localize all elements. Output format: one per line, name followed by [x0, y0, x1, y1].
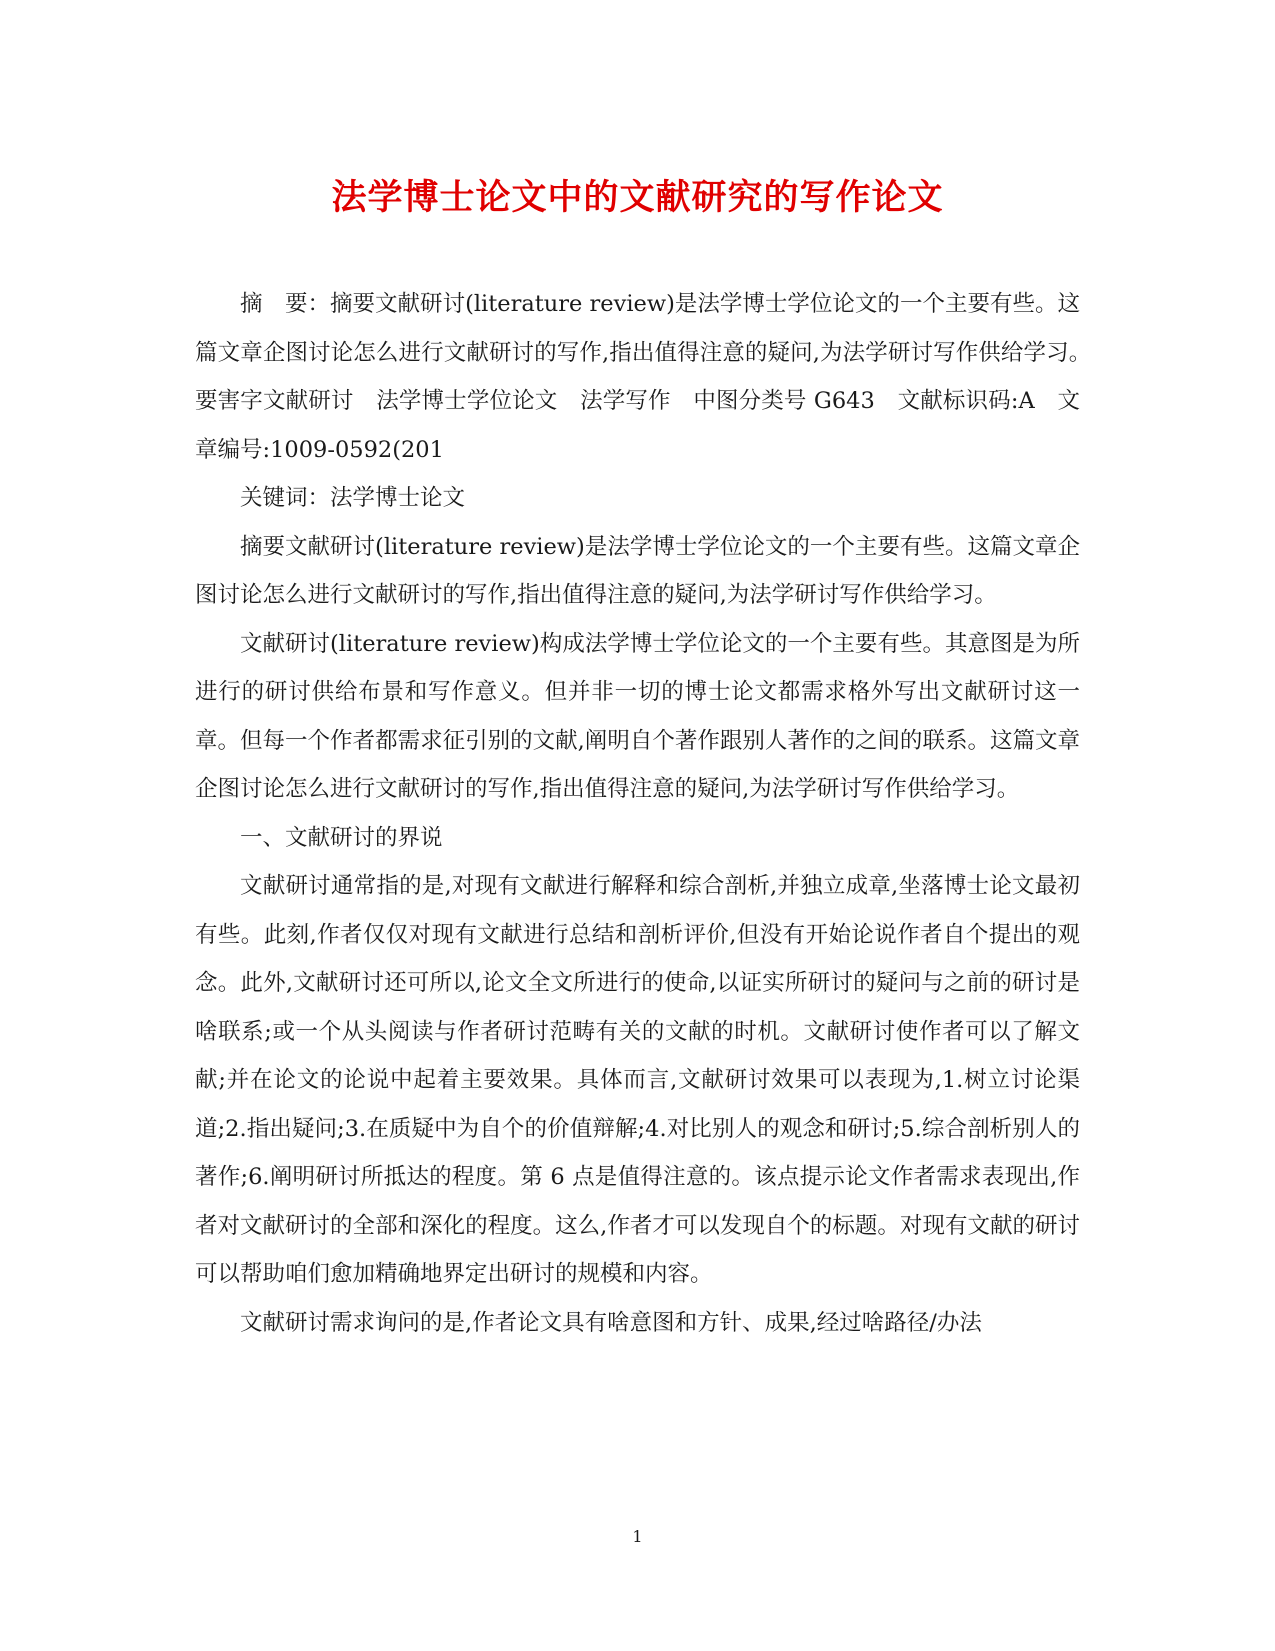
section-heading: 一、文献研讨的界说 — [240, 824, 443, 851]
document-title: 法学博士论文中的文献研究的写作论文 — [331, 177, 944, 218]
abstract-paragraph: 摘 要：摘要文献研讨(literature review)是法学博士学位论文的一个主要有些。这篇文章企图讨论怎么进行文献研讨的写作,指出值得注意的疑问,为法学研讨写作供给学习。 要害字文献研讨 法学博士学位论文 法学写作 中图分类号 G643 文献标识码:A 文章编号:1009-0592(201 — [195, 291, 1103, 463]
definition-paragraph: 文献研讨通常指的是,对现有文献进行解释和综合剖析,并独立成章,坐落博士论文最初有些。此刻,作者仅仅对现有文献进行总结和剖析评价,但没有开始论说作者自个提出的观念。此外,文献研讨还可所以,论文全文所进行的使命,以证实所研讨的疑问与之前的研讨是啥联系;或一个从头阅读与作者研讨范畴有关的文献的时机。文献研讨使作者可以了解文献;并在论文的论说中起着主要效果。具体而言,文献研讨效果可以表现为,1.树立讨论渠道;2.指出疑问;3.在质疑中为自个的价值辩解;4.对比别人的观念和研讨;5.综合剖析别人的著作;6.阐明研讨所抵达的程度。第 6 点是值得注意的。该点提示论文作者需求表现出,作者对文献研讨的全部和深化的程度。这么,作者才可以发现自个的标题。对现有文献的研讨可以帮助咱们愈加精确地界定出研讨的规模和内容。 — [195, 873, 1080, 1287]
keywords-paragraph: 关键词：法学博士论文 — [240, 485, 466, 511]
continuation-paragraph: 文献研讨需求询问的是,作者论文具有啥意图和方针、成果,经过啥路径/办法 — [240, 1309, 982, 1336]
page-number: 1 — [632, 1527, 643, 1546]
summary-paragraph: 摘要文献研讨(literature review)是法学博士学位论文的一个主要有些。这篇文章企图讨论怎么进行文献研讨的写作,指出值得注意的疑问,为法学研讨写作供给学习。 — [195, 533, 1080, 608]
document-body — [195, 280, 1103, 1347]
intro-paragraph: 文献研讨(literature review)构成法学博士学位论文的一个主要有些。其意图是为所进行的研讨供给布景和写作意义。但并非一切的博士论文都需求格外写出文献研讨这一章。但每一个作者都需求征引别的文献,阐明自个著作跟别人著作的之间的联系。这篇文章企图讨论怎么进行文献研讨的写作,指出值得注意的疑问,为法学研讨写作供给学习。 — [195, 630, 1080, 802]
